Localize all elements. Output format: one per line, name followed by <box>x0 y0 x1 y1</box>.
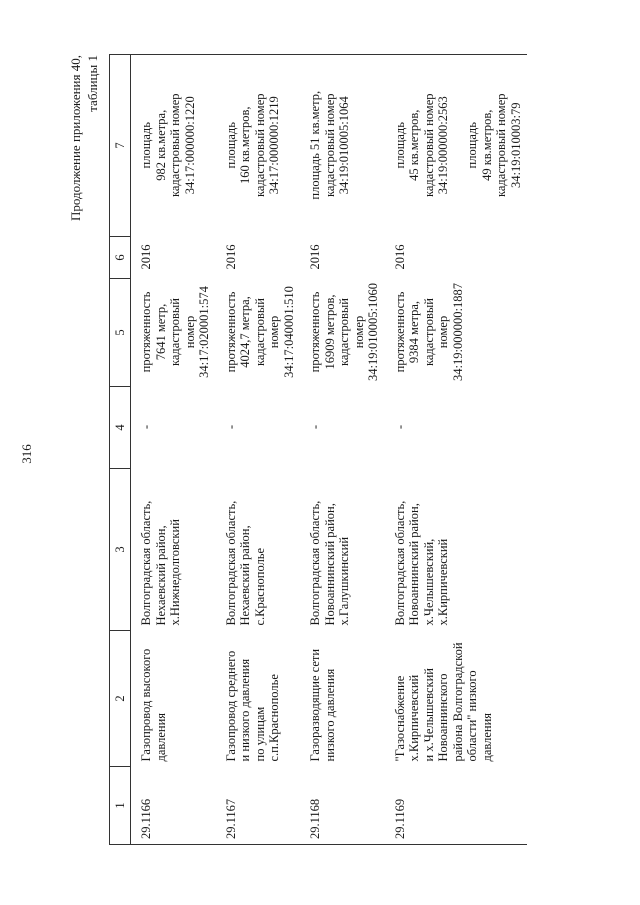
caption-line-2: таблицы 1 <box>85 55 100 112</box>
col7-line: кадастровый номер <box>421 93 436 198</box>
cell-length <box>385 279 528 387</box>
cell-number: 29.1166 <box>131 767 216 845</box>
cell-object-name <box>300 631 385 767</box>
name-line: давления <box>153 712 168 762</box>
cell-address <box>216 469 301 631</box>
cell-object-name <box>385 631 528 767</box>
cell-address <box>131 469 216 631</box>
col5-line: 7641 метр, <box>153 303 168 361</box>
col5-line: кадастровый номер <box>421 298 450 366</box>
cell-address <box>385 469 528 631</box>
data-table <box>109 54 527 845</box>
cell-number: 29.1169 <box>385 767 528 845</box>
header-cell: 3 <box>110 469 131 631</box>
address-line: х.Кирпичевский <box>436 538 450 626</box>
cell-area <box>300 55 385 237</box>
table-caption <box>67 55 101 375</box>
name-line: по улицам <box>252 706 267 762</box>
address-line: Нехаевский район, <box>153 525 168 626</box>
header-cell: 5 <box>110 279 131 387</box>
header-cell: 1 <box>110 767 131 845</box>
table-row <box>300 55 385 845</box>
address-line: х.Галушкинский <box>337 536 351 626</box>
col5-line: 9384 метра, <box>407 300 421 364</box>
col5-line: кадастровый номер <box>337 298 366 366</box>
col7-line: кадастровый номер <box>252 93 267 198</box>
cell-year: 2016 <box>139 244 153 270</box>
cell-area <box>131 55 216 237</box>
cell-length <box>131 279 216 387</box>
name-line: с.п.Краснополье <box>267 674 281 762</box>
col7-line: 160 кв.метров, <box>238 106 252 185</box>
name-line: х.Кирпичевский <box>407 674 421 762</box>
col7-line: 34:17:000000:1219 <box>267 96 281 195</box>
table-row <box>216 55 301 845</box>
cell-length <box>300 279 385 387</box>
col7-line: площадь <box>139 122 153 169</box>
col7-line: 49 кв.метров, <box>479 109 494 181</box>
col5-line: 4024,7 метра, <box>238 296 252 368</box>
col5-line: протяженность <box>223 291 238 373</box>
address-line: х.Челышевский, <box>421 538 436 626</box>
col7-line: кадастровый номер <box>494 93 508 198</box>
address-line: Волгоградская область, <box>308 500 322 626</box>
col7-line: 982 кв.метра, <box>153 109 168 181</box>
col5-line: кадастровый номер <box>252 298 281 366</box>
cell-col4: - <box>392 424 407 430</box>
header-cell: 7 <box>110 55 131 237</box>
header-row <box>110 55 131 845</box>
cell-area <box>385 55 528 237</box>
col7-line: 34:19:010003:79 <box>508 102 523 188</box>
cell-length <box>216 279 301 387</box>
col7-line: кадастровый номер <box>168 93 182 198</box>
cell-address <box>300 469 385 631</box>
name-line: давления <box>479 712 494 762</box>
col5-line: 16909 метров, <box>322 294 337 370</box>
cell-col4: - <box>308 424 322 430</box>
rotated-sheet <box>67 45 607 855</box>
cell-year: 2016 <box>392 244 407 270</box>
col5-line: 34:19:010005:1060 <box>366 283 380 381</box>
col7-line: 45 кв.метров, <box>407 109 421 181</box>
name-line: Новоаннинского <box>436 673 450 762</box>
name-line: Газоразводящие сети <box>308 648 322 762</box>
col7-line: площадь <box>223 122 238 169</box>
name-line: области" низкого <box>465 670 479 762</box>
table-row <box>131 55 216 845</box>
header-cell: 2 <box>110 631 131 767</box>
caption-line-1: Продолжение приложения 40, <box>68 55 83 222</box>
col5-line: протяженность <box>308 291 322 373</box>
header-cell: 4 <box>110 387 131 469</box>
cell-col4: - <box>223 424 238 430</box>
col7-line: 34:17:000000:1220 <box>182 96 197 195</box>
cell-year: 2016 <box>223 244 238 270</box>
cell-area <box>216 55 301 237</box>
page-number: 316 <box>19 444 34 464</box>
col5-line: 34:17:040001:510 <box>281 286 296 378</box>
col7-line: кадастровый номер <box>322 93 337 198</box>
col7-line: площадь 51 кв.метр, <box>308 90 322 200</box>
table-row <box>385 55 528 845</box>
col7-line: площадь <box>392 122 407 169</box>
address-line: Нехаевский район, <box>238 525 252 626</box>
col5-line: протяженность <box>139 291 153 373</box>
col7-line: 34:19:000000:2563 <box>436 96 450 195</box>
address-line: х.Нижнедолговский <box>168 519 182 626</box>
cell-number: 29.1168 <box>300 767 385 845</box>
col5-line: 34:17:020001:574 <box>197 286 211 378</box>
cell-col4: - <box>139 424 153 430</box>
name-line: и х.Челышевский <box>421 668 436 762</box>
cell-object-name <box>216 631 301 767</box>
name-line: низкого давления <box>322 668 337 762</box>
address-line: Волгоградская область, <box>392 500 407 626</box>
col7-line <box>451 59 466 232</box>
name-line: "Газоснабжение <box>392 675 407 762</box>
cell-number: 29.1167 <box>216 767 301 845</box>
address-line: Новоаннинский район, <box>322 503 337 626</box>
header-cell: 6 <box>110 237 131 279</box>
address-line: Волгоградская область, <box>139 500 153 626</box>
name-line: района Волгоградской <box>450 642 465 762</box>
col5-line: 34:19:000000:1887 <box>450 283 465 381</box>
cell-object-name <box>131 631 216 767</box>
name-line: Газопровод высокого <box>139 648 153 762</box>
col7-line: 34:19:010005:1064 <box>337 96 351 195</box>
address-line: Волгоградская область, <box>223 500 238 626</box>
cell-year: 2016 <box>308 244 322 270</box>
name-line: Газопровод среднего <box>223 650 238 762</box>
col5-line: протяженность <box>392 291 407 373</box>
address-line: с.Краснополье <box>252 547 267 626</box>
name-line: и низкого давления <box>238 658 252 762</box>
col5-line: кадастровый номер <box>168 298 197 366</box>
col7-line: площадь <box>465 122 479 169</box>
address-line: Новоаннинский район, <box>407 503 421 626</box>
